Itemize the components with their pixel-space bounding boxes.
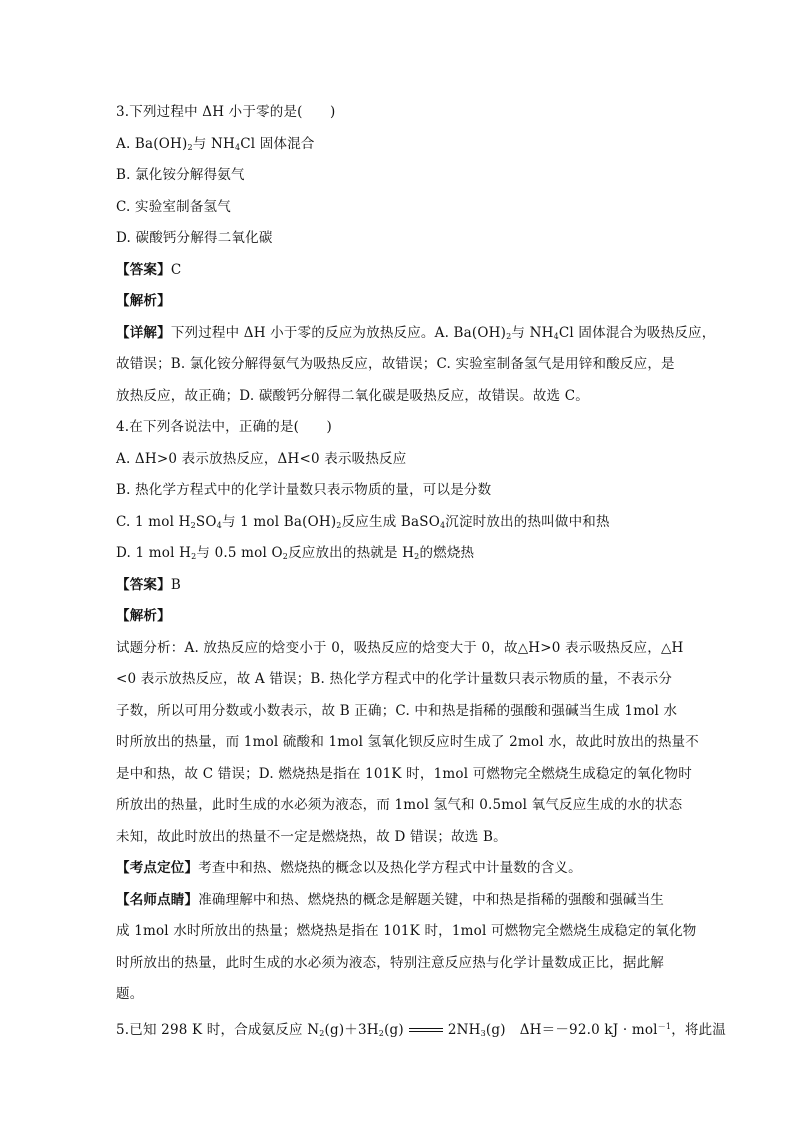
answer-label: 【答案】 [116,576,171,593]
question-3-stem: 3.下列过程中 ΔH 小于零的是( ) [116,104,336,120]
question-4-answer [116,570,686,602]
question-4-kaodian: 【考点定位】考查中和热、燃烧热的概念以及热化学方程式中计量数的含义。 [116,860,582,876]
question-4-option-b: B. 热化学方程式中的化学计量数只表示物质的量，可以是分数 [116,482,492,498]
question-3-detail-line-3: 放热反应，故正确；D. 碳酸钙分解得二氧化碳是吸热反应，故错误。故选 C。 [116,387,589,404]
question-3-option-b: B. 氯化铵分解得氨气 [116,167,245,183]
kaodian-label: 【考点定位】 [116,860,199,876]
question-3-detail-line-1: 【详解】下列过程中 ΔH 小于零的反应为放热反应。A. $Ba(OH)_2$与 $NH_4Cl$ 固体混合为吸热反应， [116,324,716,341]
answer-value: B [170,576,181,593]
detail-label: 【详解】 [116,324,171,341]
document-page [116,97,727,1042]
question-4-mingshi-line-1: 【名师点睛】准确理解中和热、燃烧热的概念是解题关键，中和热是指稀的强酸和强碱当生 [116,891,665,908]
answer-label: 【答案】 [116,261,171,278]
question-3-option-d: D. 碳酸钙分解得二氧化碳 [116,230,273,246]
mingshi-label: 【名师点睛】 [116,891,199,908]
question-4-analysis-line: <0 表示放热反应，故 A 错误；B. 热化学方程式中的化学计量数只表示物质的量，不表示分 [116,671,673,687]
question-4-option-d: D. 1 mol $H_2$与 0.5 mol $O_2$反应放出的热就是 $H_2$的燃烧热 [116,545,475,561]
equilibrium-arrow-icon [408,1026,444,1034]
question-5-stem: 5.已知 298 K 时，合成氨反应 $N_2(g)+3H_2(g)$ $2NH_3(g)$ ΔH＝－92.0 kJ · mol$^{-1}$，将此温 [116,1021,727,1038]
answer-value: C [170,261,182,278]
question-3-analysis-label: 【解析】 [116,293,171,309]
question-4-analysis-line: 未知，故此时放出的热量不一定是燃烧热，故 D 错误；故选 B。 [116,828,507,845]
question-4-analysis-label: 【解析】 [116,608,171,624]
question-4-stem: 4.在下列各说法中，正确的是( ) [116,419,333,435]
question-3-detail-line-2: 故错误；B. 氯化铵分解得氨气为吸热反应，故错误；C. 实验室制备氢气是用锌和酸反应，是 [116,356,675,372]
question-4-mingshi-line: 成 1mol 水时所放出的热量；燃烧热是指在 101K 时，1mol 可燃物完全燃烧生成稳定的氧化物 [116,923,697,939]
question-4-analysis-line: 是中和热，故 C 错误；D. 燃烧热是指在 101K 时，1mol 可燃物完全燃烧生成稳定的氧化物时 [116,765,692,782]
question-3-option-c: C. 实验室制备氢气 [116,198,231,215]
question-4-option-a: A. ΔH>0 表示放热反应，ΔH<0 表示吸热反应 [116,450,407,467]
question-4-mingshi-line: 题。 [116,986,144,1002]
question-4-analysis-line: 时所放出的热量，而 1mol 硫酸和 1mol 氢氧化钡反应时生成了 2mol 水，故此时放出的热量不 [116,734,699,750]
question-4-option-c: C. 1 mol $H_2SO_4$与 1 mol $Ba(OH)_2$反应生成 BaSO$_4$沉淀时放出的热叫做中和热 [116,513,610,530]
question-4-analysis-line: 所放出的热量，此时生成的水必须为液态，而 1mol 氢气和 0.5mol 氧气反应生成的水的状态 [116,797,683,813]
question-3-answer [116,255,686,287]
question-3-option-a: A. $Ba(OH)_2$与 $NH_4Cl$ 固体混合 [116,135,315,152]
question-4-analysis-line: 子数，所以可用分数或小数表示，故 B 正确；C. 中和热是指稀的强酸和强碱当生成 1mol 水 [116,702,678,719]
question-4-mingshi-line: 时所放出的热量，此时生成的水必须为液态，特别注意反应热与化学计量数成正比，据此解 [116,954,664,971]
question-4-analysis-line: 试题分析：A. 放热反应的焓变小于 0，吸热反应的焓变大于 0，故△H>0 表示吸热反应，△H [116,639,684,656]
